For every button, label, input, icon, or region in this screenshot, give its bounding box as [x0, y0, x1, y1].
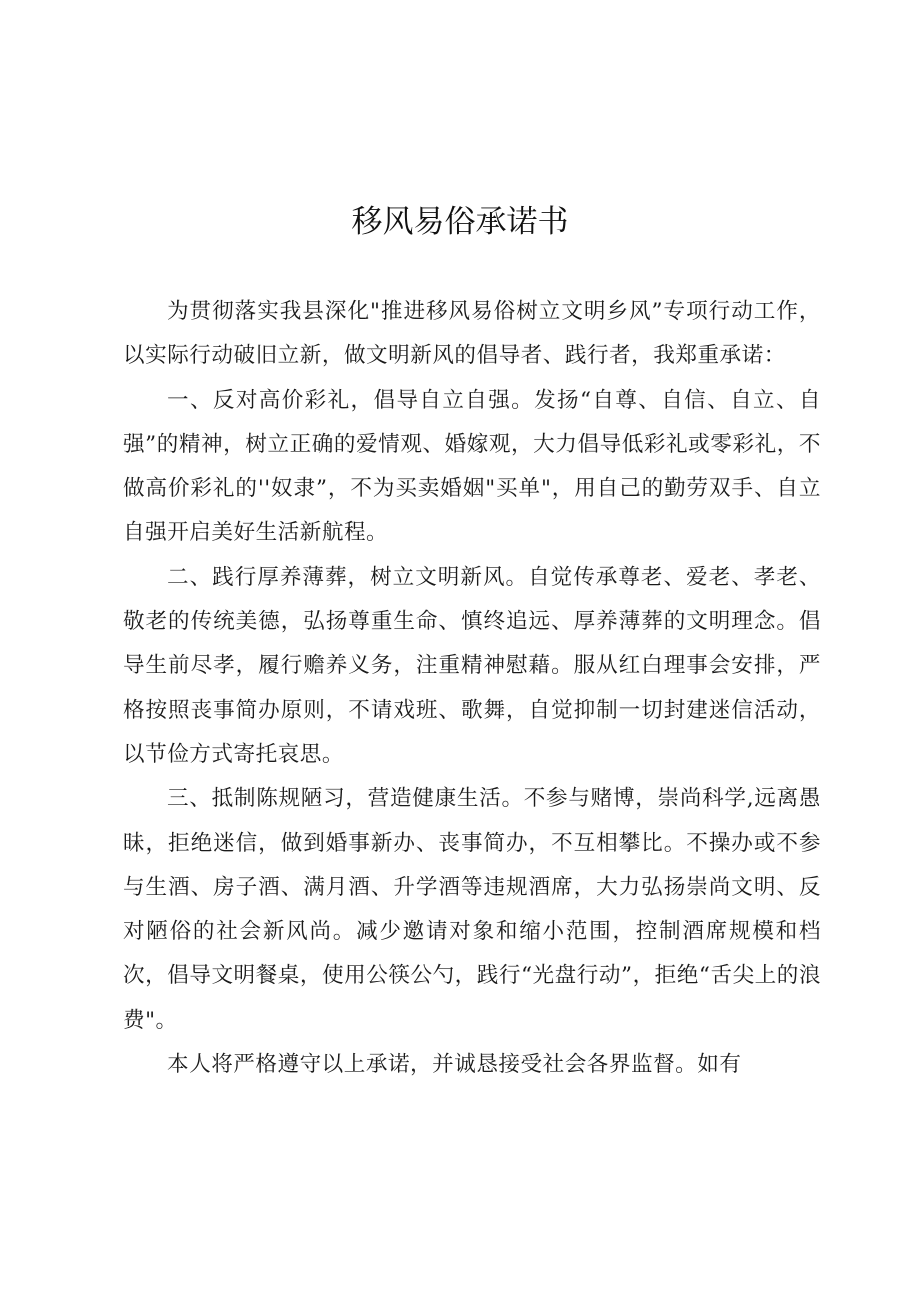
pledge-paragraph-3: 三、抵制陈规陋习，营造健康生活。不参与赌博，崇尚科学,远离愚昧，拒绝迷信，做到婚事新办、丧事简办，不互相攀比。不操办或不参与生酒、房子酒、满月酒、升学酒等违规酒席，大力弘扬崇尚文明、反对陋俗的社会新风尚。减少邀请对象和缩小范围，控制酒席规模和档次，倡导文明餐桌，使用公筷公勺，践行“光盘行动”，拒绝“舌尖上的浪费"。: [123, 786, 821, 1033]
document-title: 移风易俗承诺书: [351, 204, 569, 240]
document-body: [123, 290, 821, 1087]
pledge-paragraph-1: 一、反对高价彩礼，倡导自立自强。发扬“自尊、自信、自立、自强”的精神，树立正确的爱情观、婚嫁观，大力倡导低彩礼或零彩礼，不做高价彩礼的''奴隶”，不为买卖婚姻"买单"，用自己的勤劳双手、自立自强开启美好生活新航程。: [123, 387, 821, 546]
closing-paragraph: 本人将严格遵守以上承诺，并诚恳接受社会各界监督。如有: [167, 1052, 742, 1078]
intro-paragraph: 为贯彻落实我县深化"推进移风易俗树立文明乡风”专项行动工作，以实际行动破旧立新，做文明新风的倡导者、践行者，我郑重承诺：: [123, 299, 821, 369]
pledge-paragraph-2: 二、践行厚养薄葬，树立文明新风。自觉传承尊老、爱老、孝老、敬老的传统美德，弘扬尊重生命、慎终追远、厚养薄葬的文明理念。倡导生前尽孝，履行赡养义务，注重精神慰藉。服从红白理事会安排，严格按照丧事简办原则，不请戏班、歌舞，自觉抑制一切封建迷信活动，以节俭方式寄托哀思。: [123, 564, 821, 767]
